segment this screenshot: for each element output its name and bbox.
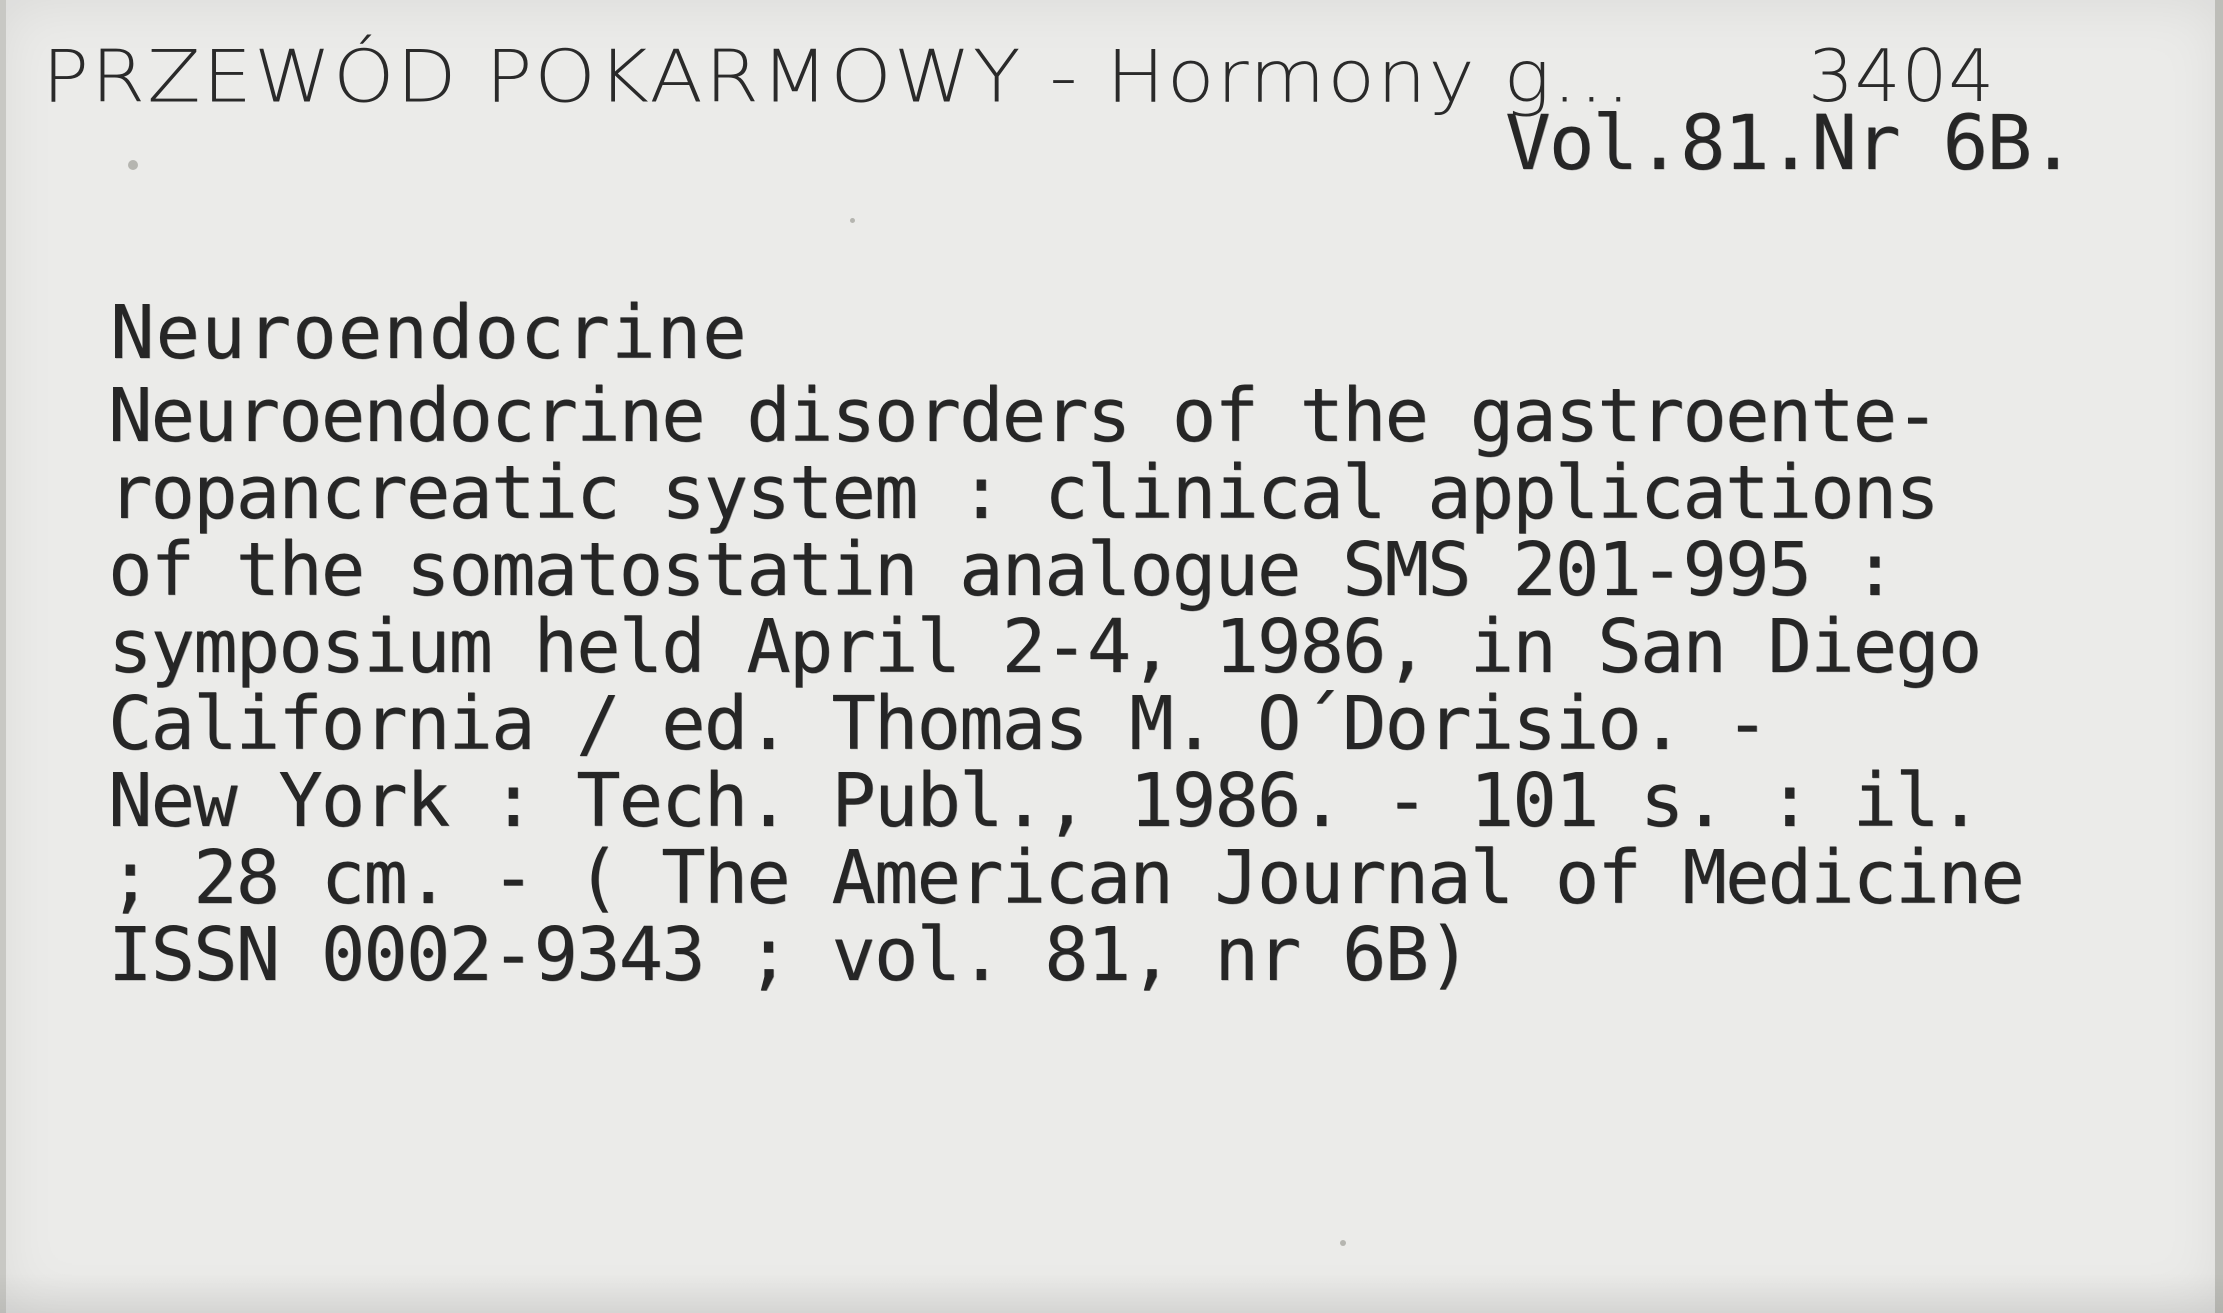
card-right-edge <box>2215 0 2223 1313</box>
volume-label: Vol.81.Nr 6B. <box>1505 98 2074 187</box>
entry-line: New York : Tech. Publ., 1986. - 101 s. : il. <box>108 758 1981 844</box>
subject-heading: Neuroendocrine <box>110 290 748 376</box>
entry-line: of the somatostatin analogue SMS 201-995 : <box>108 527 1896 613</box>
handwritten-number: 3404 <box>1808 34 1996 118</box>
entry-line: ropancreatic system : clinical applications <box>108 450 1938 536</box>
entry-line: California / ed. Thomas M. O´Dorisio. - <box>108 681 1768 767</box>
dust-speck <box>1340 1240 1346 1246</box>
entry-line: symposium held April 2-4, 1986, in San Diego <box>108 604 1981 690</box>
dust-speck <box>850 218 855 223</box>
card-left-edge <box>0 0 6 1313</box>
dust-speck <box>128 160 138 170</box>
handwritten-heading: PRZEWÓD POKARMOWY - Hormony g... <box>42 36 1633 119</box>
card-bottom-shadow <box>0 1273 2223 1313</box>
entry-line: ISSN 0002-9343 ; vol. 81, nr 6B) <box>108 912 1470 998</box>
entry-line: Neuroendocrine disorders of the gastroente- <box>108 373 1938 459</box>
entry-line: ; 28 cm. - ( The American Journal of Medicine <box>108 835 2023 921</box>
bibliographic-entry <box>108 373 2023 998</box>
